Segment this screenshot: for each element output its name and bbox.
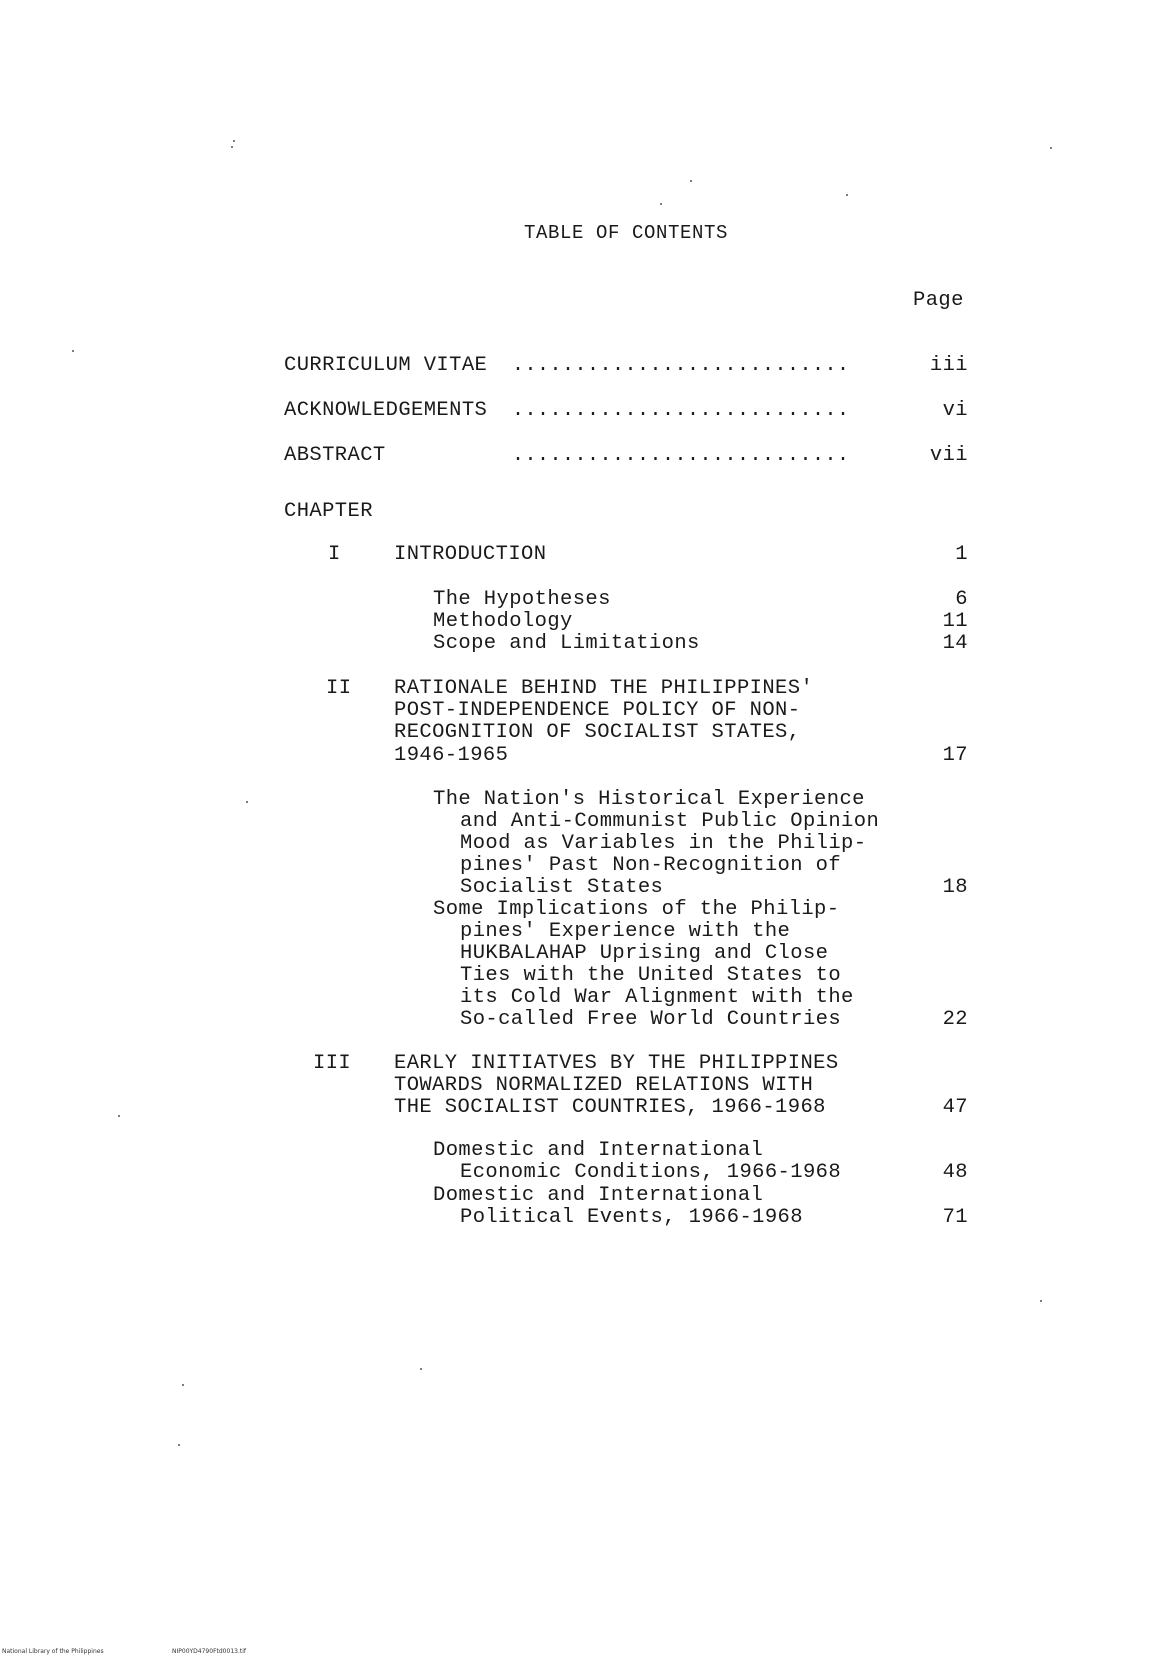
subsection-line: The Nation's Historical Experience (433, 788, 865, 811)
subsection-page: 18 (942, 876, 968, 899)
chapter-title-line: 1946-1965 (394, 744, 509, 767)
subsection-line: Economic Conditions, 1966-1968 (460, 1161, 842, 1184)
scan-speck (178, 1444, 180, 1446)
toc-entry-page: iii (929, 354, 968, 377)
chapter-numeral: III (313, 1052, 352, 1075)
scan-speck (72, 350, 74, 352)
toc-entry-page: vii (929, 444, 968, 467)
scan-speck (182, 1384, 184, 1386)
subsection-line: So-called Free World Countries (460, 1008, 842, 1031)
subsection-page: 48 (942, 1161, 968, 1184)
toc-entry-label: CURRICULUM VITAE (284, 354, 488, 377)
subsection-page: 71 (942, 1206, 968, 1229)
subsection-line: Political Events, 1966-1968 (460, 1206, 803, 1229)
chapter-title-line: THE SOCIALIST COUNTRIES, 1966-1968 (394, 1096, 826, 1119)
subsection-page: 6 (955, 588, 968, 611)
subsection-line: its Cold War Alignment with the (460, 986, 854, 1009)
chapter-title-line: RECOGNITION OF SOCIALIST STATES, (394, 721, 801, 744)
footer-file-name: NIP00YD4790Ftd0013.tif (172, 1648, 246, 1655)
subsection-line: pines' Past Non-Recognition of (460, 854, 842, 877)
subsection-line: HUKBALAHAP Uprising and Close (460, 942, 829, 965)
dot-leader: ........................... (512, 354, 850, 377)
chapter-title-line: POST-INDEPENDENCE POLICY OF NON- (394, 699, 801, 722)
toc-entry-label: ACKNOWLEDGEMENTS (284, 399, 488, 422)
chapter-page: 47 (942, 1096, 968, 1119)
chapter-page: 17 (942, 744, 968, 767)
subsection-line: Socialist States (460, 876, 664, 899)
subsection-line: Domestic and International (433, 1139, 764, 1162)
subsection-page: 14 (942, 632, 968, 655)
chapter-title-line: RATIONALE BEHIND THE PHILIPPINES' (394, 677, 814, 700)
footer-library-name: National Library of the Philippines (2, 1648, 104, 1655)
chapter-page: 1 (955, 543, 968, 566)
scan-speck (1050, 147, 1052, 149)
subsection-page: 11 (942, 610, 968, 633)
scan-speck (1040, 1300, 1042, 1302)
dot-leader: ........................... (512, 399, 850, 422)
subsection-line: Ties with the United States to (460, 964, 842, 987)
dot-leader: ........................... (512, 444, 850, 467)
toc-entry-label: ABSTRACT (284, 444, 386, 467)
subsection-line: Some Implications of the Philip- (433, 898, 840, 921)
subsection-line: and Anti-Communist Public Opinion (460, 810, 880, 833)
page-column-header: Page (913, 289, 964, 312)
scan-speck (846, 194, 848, 196)
chapter-title-line: TOWARDS NORMALIZED RELATIONS WITH (394, 1074, 814, 1097)
toc-entry-page: vi (942, 399, 968, 422)
scan-speck (690, 180, 692, 182)
chapter-numeral: II (326, 677, 352, 700)
scan-speck (231, 146, 233, 148)
scan-speck (660, 203, 662, 205)
subsection-line: Methodology (433, 610, 573, 633)
chapter-heading: CHAPTER (284, 500, 373, 523)
chapter-title-line: INTRODUCTION (394, 543, 547, 566)
subsection-page: 22 (942, 1008, 968, 1031)
subsection-line: Mood as Variables in the Philip- (460, 832, 867, 855)
scan-speck (118, 1115, 120, 1117)
subsection-line: The Hypotheses (433, 588, 611, 611)
subsection-line: Domestic and International (433, 1184, 764, 1207)
scan-speck (420, 1368, 422, 1370)
chapter-title-line: EARLY INITIATVES BY THE PHILIPPINES (394, 1052, 839, 1075)
subsection-line: pines' Experience with the (460, 920, 791, 943)
chapter-numeral: I (328, 543, 341, 566)
scan-speck (246, 801, 248, 803)
subsection-line: Scope and Limitations (433, 632, 700, 655)
scan-speck (233, 140, 235, 142)
page-title: TABLE OF CONTENTS (524, 222, 729, 244)
